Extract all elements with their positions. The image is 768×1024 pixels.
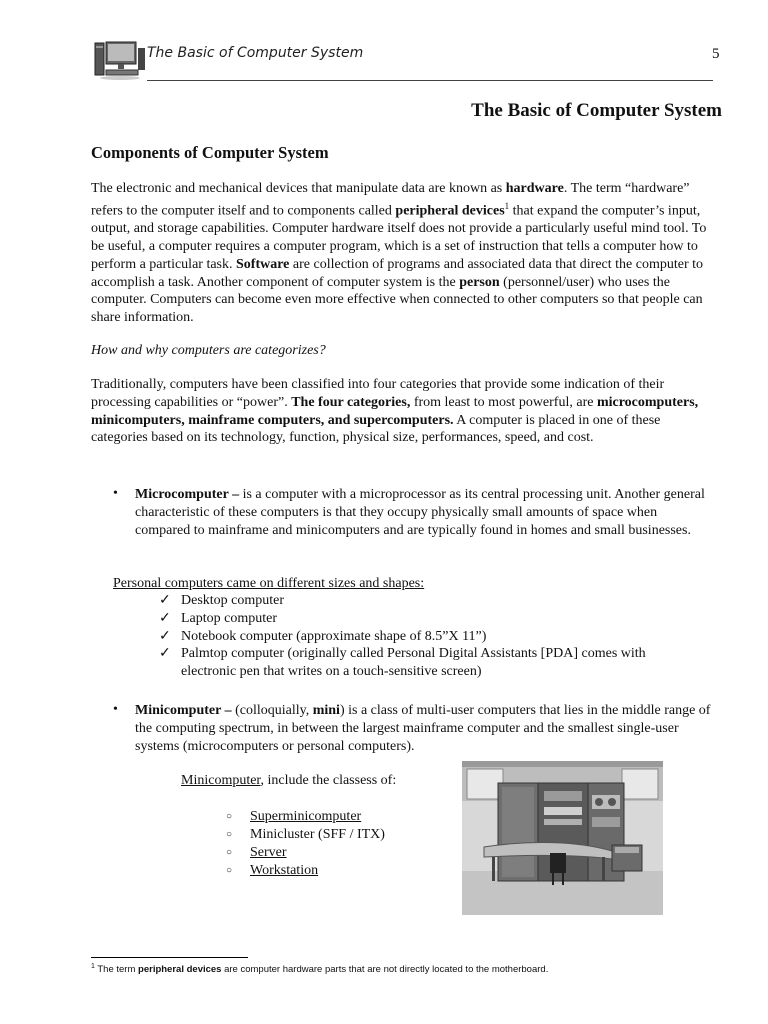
list-item: ✓ Notebook computer (approximate shape of 8.5”X 11”) <box>159 628 487 644</box>
list-item: ○ Server <box>226 844 385 862</box>
pc-list <box>159 592 699 681</box>
checkmark-icon: ✓ <box>159 646 171 662</box>
checkmark-icon: ✓ <box>159 610 171 626</box>
list-item: ○ Workstation <box>226 862 385 880</box>
checkmark-icon: ✓ <box>159 628 171 644</box>
list-item: ✓ Palmtop computer (originally called Personal Digital Assistants [PDA] comes with electronic pen that writes on a touch-sensitive screen) <box>159 646 646 680</box>
categories-paragraph: Traditionally, computers have been classified into four categories that provide some indication of their processing capabilities or “power”. The four categories, from least to most powerful, are microcomputers, minicomputers, mainframe computers, and supercomputers. A computer is placed in one of these categories based on its technology, function, physical size, performances, speed, and cost. <box>91 377 699 446</box>
header-divider <box>147 80 713 81</box>
footnote: $^1$ The term peripheral devices are computer hardware parts that are not directly located to the motherboard. <box>91 963 549 976</box>
footnote-divider <box>91 957 248 958</box>
section-title: Components of Computer System <box>91 143 329 162</box>
header-title: The Basic of Computer System <box>147 45 364 61</box>
mini-classes-heading: Minicomputer, include the classess of: <box>181 773 397 788</box>
question-heading: How and why computers are categorizes? <box>91 343 326 358</box>
mini-classes-list <box>226 808 385 880</box>
document-title: The Basic of Computer System <box>471 100 722 121</box>
page-number: 5 <box>712 46 720 62</box>
minicomputer-paragraph: Minicomputer – (colloquially, mini) is a class of multi-user computers that lies in the middle range of the computing spectrum, in between the largest mainframe computer and the smallest single-user systems (microcomputers or personal computers). <box>135 703 711 754</box>
pc-heading: Personal computers came on different sizes and shapes: <box>113 576 425 591</box>
intro-paragraph: The electronic and mechanical devices that manipulate data are known as hardware. The term “hardware” refers to the computer itself and to components called peripheral devices$^1$ that expand the computer’s input, output, and storage capabilities. Computer hardware itself does not provide a particularly useful mind tool. To be useful, a computer requires a computer program, which is a set of instruction that tells a computer how to perform a particular task. Software are collection of programs and associated data that direct the computer to accomplish a task. Another component of computer system is the person (personnel/user) who uses the computer. Computers can become even more effective when connected to other computers so that people can share information. <box>91 181 707 326</box>
list-item: ✓ Desktop computer <box>159 593 285 608</box>
list-item: ✓ Laptop computer <box>159 610 278 626</box>
list-item: ○ Superminicomputer <box>226 808 385 826</box>
bullet-icon: • <box>113 702 118 717</box>
checkmark-icon: ✓ <box>159 593 171 608</box>
computer-logo-icon <box>94 40 146 80</box>
bullet-icon: • <box>113 486 118 501</box>
list-item: ○ Minicluster (SFF / ITX) <box>226 826 385 844</box>
minicomputer-photo <box>462 761 663 915</box>
microcomputer-paragraph: Microcomputer – is a computer with a microprocessor as its central processing unit. Another general characteristic of these computers is that they occupy physically small amounts of space when compared to mainframe and minicomputers and are typically found in homes and small businesses. <box>135 487 705 538</box>
